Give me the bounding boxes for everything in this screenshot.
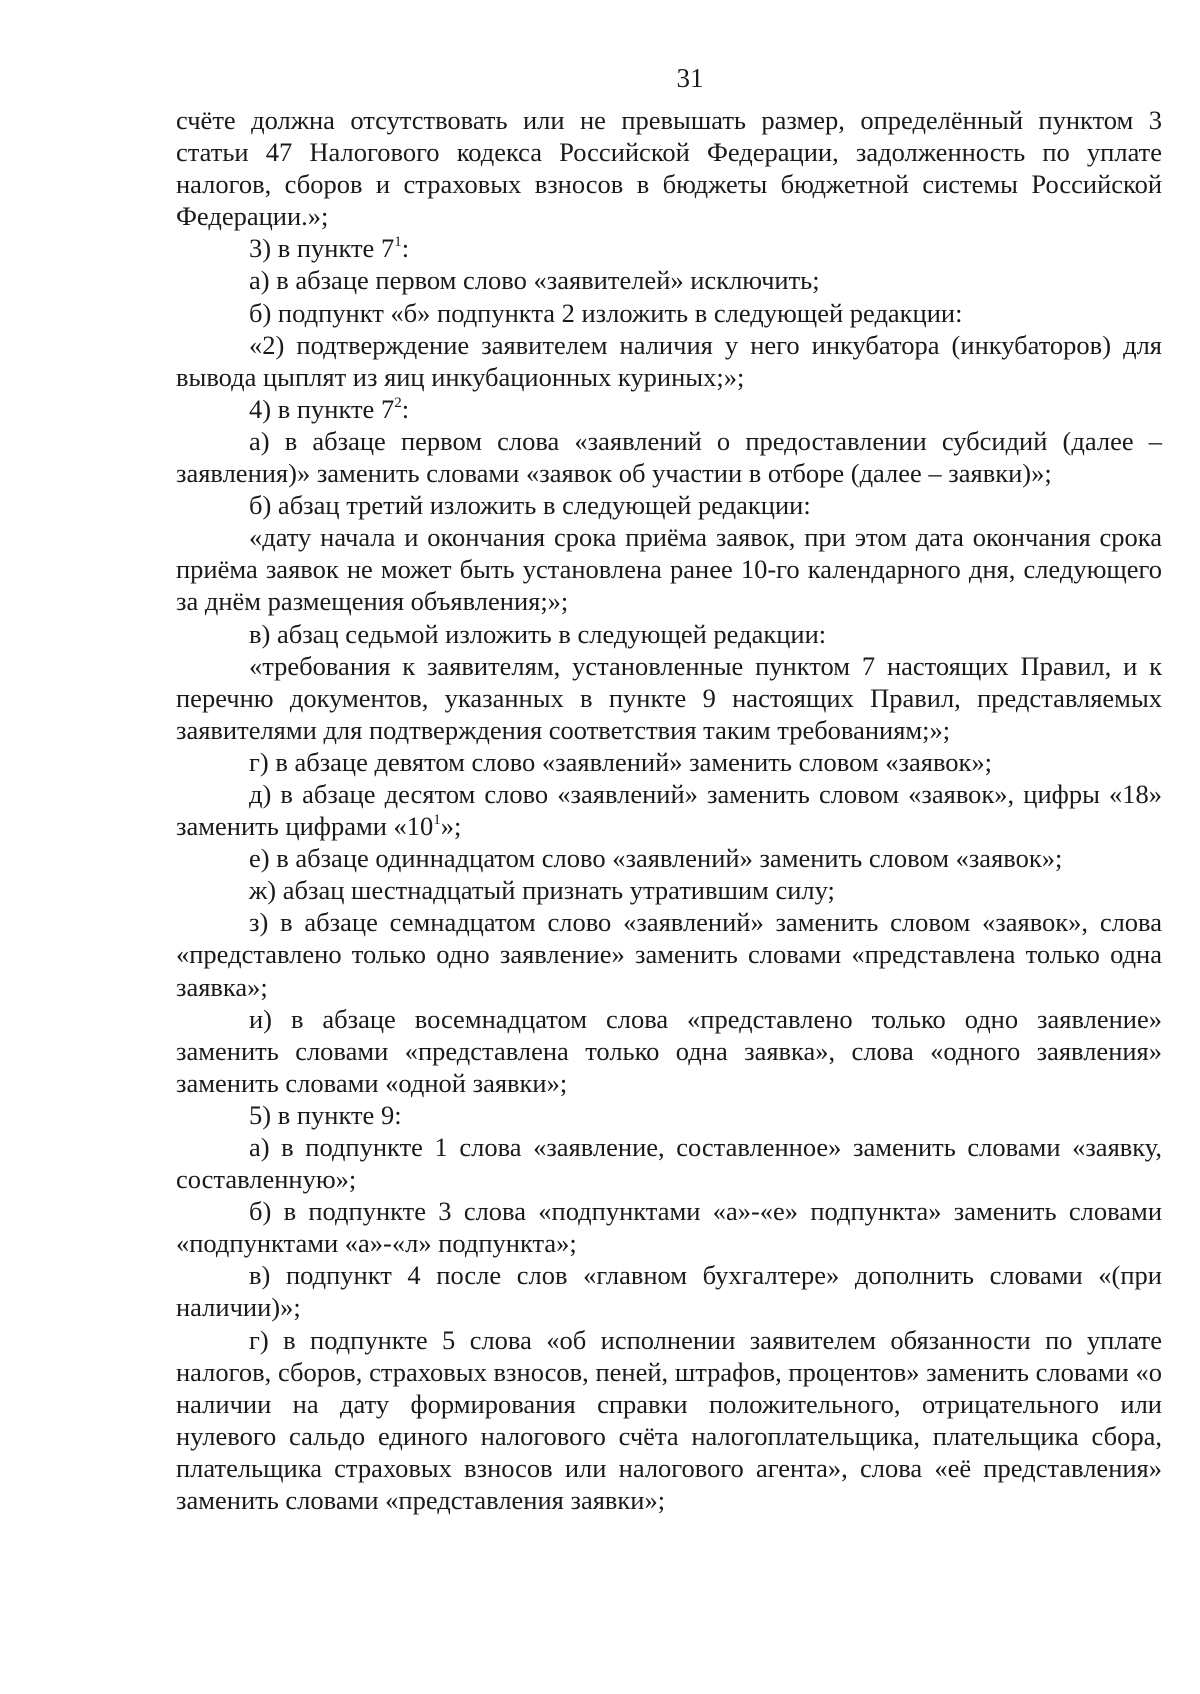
paragraph: [176, 746, 1162, 778]
paragraph: [176, 1195, 1162, 1259]
superscript: 1: [433, 812, 441, 829]
paragraph-text: 3) в пункте 7: [249, 233, 395, 264]
paragraph: [176, 264, 1162, 296]
paragraph-text: в) абзац седьмой изложить в следующей редакции:: [249, 618, 827, 649]
paragraph-text: и) в абзаце восемнадцатом слова «представлено только одно заявление» заменить словами «представлена только одна заявка», слова «одного заявления» заменить словами «одной заявки»;: [176, 1003, 1162, 1098]
paragraph-text: г) в подпункте 5 слова «об исполнении заявителем обязанности по уплате налогов, сборов, страховых взносов, пеней, штрафов, процентов» заменить словами «о наличии на дату формирования справки положительного, отрицательного или нулевого сальдо единого налогового счёта налогоплательщика, плательщика сбора, плательщика страховых взносов или налогового агента», слова «её представления» заменить словами «представления заявки»;: [176, 1324, 1162, 1516]
paragraph: [176, 1099, 1162, 1131]
paragraph-text: е) в абзаце одиннадцатом слово «заявлений» заменить словом «заявок»;: [249, 843, 1063, 874]
superscript: 1: [394, 234, 402, 251]
paragraph-text-tail: :: [401, 233, 410, 264]
paragraph: [176, 1259, 1162, 1323]
paragraph: [176, 104, 1162, 232]
superscript: 2: [394, 394, 402, 411]
paragraph: [176, 297, 1162, 329]
paragraph: [176, 650, 1162, 746]
paragraph-text: з) в абзаце семнадцатом слово «заявлений» заменить словом «заявок», слова «представлено только одно заявление» заменить словами «представлена только одна заявка»;: [176, 907, 1162, 1002]
paragraph: [176, 521, 1162, 617]
paragraph-text: а) в абзаце первом слова «заявлений о предоставлении субсидий (далее – заявления)» заменить словами «заявок об участии в отборе (далее – заявки)»;: [176, 425, 1162, 489]
paragraph: [176, 329, 1162, 393]
paragraph-text: «2) подтверждение заявителем наличия у него инкубатора (инкубаторов) для вывода цыплят из яиц инкубационных куриных;»;: [176, 329, 1162, 392]
paragraph: [176, 1003, 1162, 1099]
paragraph-text: в) подпункт 4 после слов «главном бухгалтере» дополнить словами «(при наличии)»;: [176, 1260, 1162, 1323]
page-number: 31: [676, 63, 704, 93]
paragraph: [176, 778, 1162, 842]
paragraph: [176, 842, 1162, 874]
paragraph: [176, 1324, 1162, 1517]
paragraph: [176, 393, 1162, 425]
document-body: [176, 104, 1162, 1516]
paragraph-text: б) подпункт «б» подпункта 2 изложить в следующей редакции:: [249, 297, 963, 328]
paragraph: [176, 906, 1162, 1002]
paragraph: [176, 618, 1162, 650]
paragraph-text: 4) в пункте 7: [249, 393, 395, 424]
paragraph: [176, 874, 1162, 906]
paragraph-text-tail: »;: [440, 811, 462, 842]
paragraph: [176, 425, 1162, 489]
paragraph-text: б) абзац третий изложить в следующей редакции:: [249, 490, 811, 521]
paragraph-text-tail: :: [401, 393, 410, 424]
paragraph-text: счёте должна отсутствовать или не превышать размер, определённый пунктом 3 статьи 47 Налогового кодекса Российской Федерации, задолженность по уплате налогов, сборов и страховых взносов в бюджеты бюджетной системы Российской Федерации.»;: [176, 105, 1162, 232]
paragraph: [176, 489, 1162, 521]
paragraph-text: а) в подпункте 1 слова «заявление, составленное» заменить словами «заявку, составленную»;: [176, 1132, 1162, 1195]
paragraph-text: а) в абзаце первом слово «заявителей» исключить;: [249, 265, 820, 296]
paragraph-text: 5) в пункте 9:: [249, 1099, 402, 1130]
paragraph-text: б) в подпункте 3 слова «подпунктами «а»-«е» подпункта» заменить словами «подпунктами «а»-«л» подпункта»;: [176, 1196, 1162, 1259]
paragraph-text: г) в абзаце девятом слово «заявлений» заменить словом «заявок»;: [249, 746, 993, 777]
paragraph-text: ж) абзац шестнадцатый признать утратившим силу;: [249, 875, 835, 906]
paragraph-text: д) в абзаце десятом слово «заявлений» заменить словом «заявок», цифры «18» заменить цифрами «10: [176, 778, 1162, 842]
paragraph-text: «дату начала и окончания срока приёма заявок, при этом дата окончания срока приёма заявок не может быть установлена ранее 10-го календарного дня, следующего за днём размещения объявления;»;: [176, 522, 1162, 617]
paragraph-text: «требования к заявителям, установленные пунктом 7 настоящих Правил, и к перечню документов, указанных в пункте 9 настоящих Правил, представляемых заявителями для подтверждения соответствия таким требованиям;»;: [176, 650, 1162, 745]
paragraph: [176, 1131, 1162, 1195]
paragraph: [176, 232, 1162, 264]
